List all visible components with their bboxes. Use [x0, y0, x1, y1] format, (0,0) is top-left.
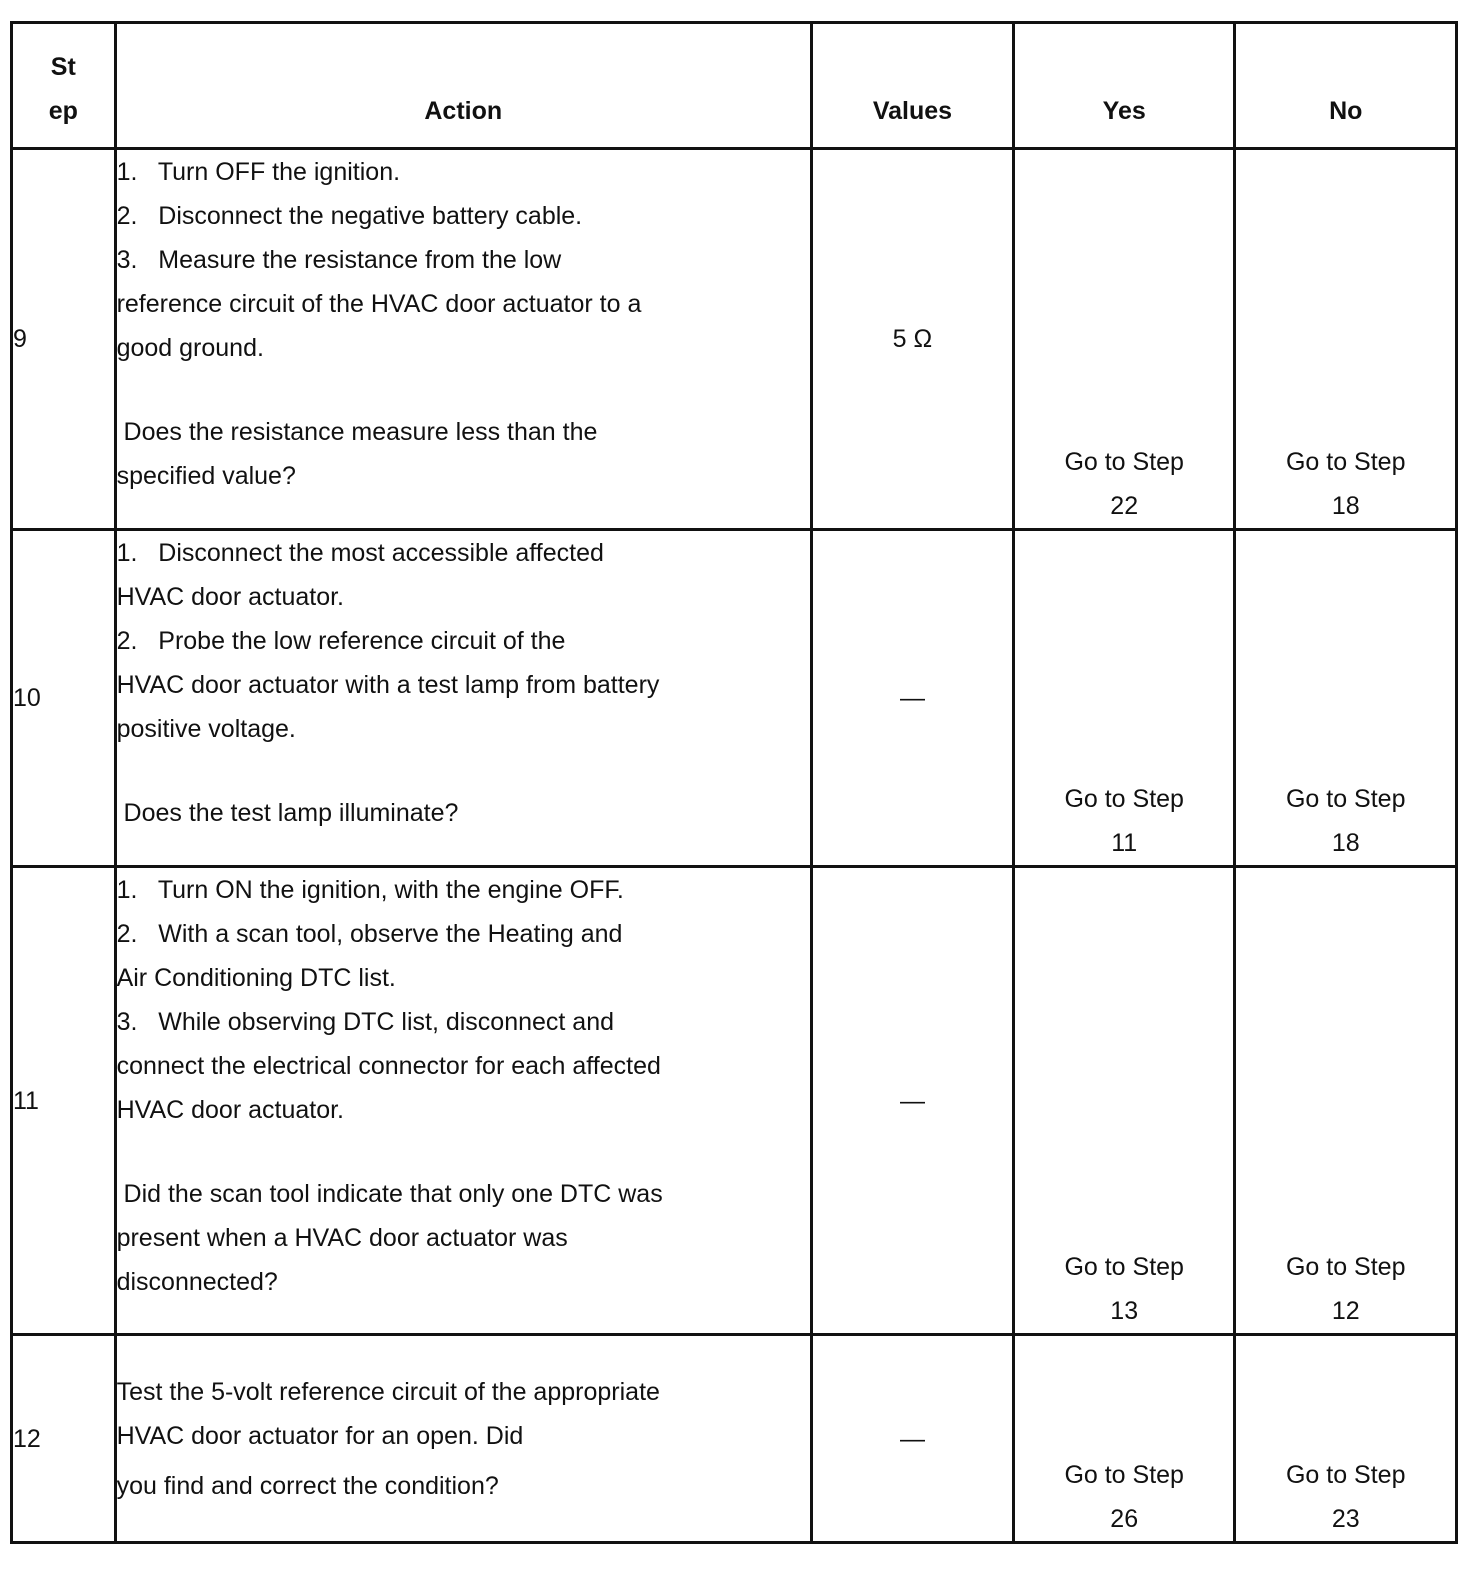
action-cell — [115, 867, 811, 1335]
header-yes: Yes — [1013, 23, 1235, 149]
diagnostic-table — [10, 21, 1458, 1544]
table-row — [12, 867, 1457, 1335]
value-cell: 5 Ω — [811, 149, 1013, 530]
action-question: present when a HVAC door actuator was — [116, 1224, 568, 1252]
action-question: Does the test lamp illuminate? — [116, 799, 459, 827]
action-question: disconnected? — [116, 1268, 278, 1296]
action-line: reference circuit of the HVAC door actuator to a — [116, 290, 642, 318]
header-row — [12, 23, 1457, 149]
action-line: 1. Turn ON the ignition, with the engine OFF. — [116, 876, 624, 904]
no-label: Go to Step — [1285, 1461, 1406, 1489]
action-line: good ground. — [116, 334, 264, 362]
action-line: 3. While observing DTC list, disconnect and — [116, 1008, 615, 1036]
action-question: Did the scan tool indicate that only one DTC was — [116, 1180, 663, 1208]
no-label: Go to Step — [1285, 448, 1406, 476]
header-step — [12, 23, 116, 149]
yes-cell — [1013, 1335, 1235, 1543]
no-cell — [1235, 530, 1457, 867]
table-row — [12, 530, 1457, 867]
yes-step: 26 — [1110, 1505, 1139, 1533]
no-cell — [1235, 1335, 1457, 1543]
step-number: 9 — [12, 149, 116, 530]
header-step-line1: St — [50, 53, 76, 81]
yes-label: Go to Step — [1064, 1461, 1184, 1489]
yes-step: 11 — [1111, 829, 1138, 857]
yes-label: Go to Step — [1064, 448, 1184, 476]
table-row — [12, 1335, 1457, 1543]
header-step-line2: ep — [48, 97, 78, 125]
header-no: No — [1235, 23, 1457, 149]
header-action: Action — [115, 23, 811, 149]
no-cell — [1235, 149, 1457, 530]
action-line: HVAC door actuator. — [116, 1096, 345, 1124]
action-line: HVAC door actuator with a test lamp from battery — [116, 671, 660, 699]
yes-cell — [1013, 149, 1235, 530]
action-line: HVAC door actuator. — [116, 583, 345, 611]
yes-step: 13 — [1110, 1297, 1139, 1325]
no-step: 23 — [1331, 1505, 1360, 1533]
action-line: 1. Turn OFF the ignition. — [116, 158, 401, 186]
no-step: 18 — [1331, 492, 1360, 520]
action-line: 2. Disconnect the negative battery cable. — [116, 202, 583, 230]
action-line: you find and correct the condition? — [116, 1471, 499, 1500]
step-number: 10 — [12, 530, 116, 867]
yes-label: Go to Step — [1064, 1253, 1184, 1281]
value-cell: — — [811, 1335, 1013, 1543]
step-number: 11 — [12, 867, 116, 1335]
action-line: Air Conditioning DTC list. — [116, 964, 396, 992]
step-number: 12 — [12, 1335, 116, 1543]
no-cell — [1235, 867, 1457, 1335]
yes-cell — [1013, 867, 1235, 1335]
action-question: specified value? — [116, 462, 296, 490]
action-question: Does the resistance measure less than the — [116, 418, 598, 446]
table-row — [12, 149, 1457, 530]
action-cell — [115, 530, 811, 867]
action-line: positive voltage. — [116, 715, 296, 743]
yes-cell — [1013, 530, 1235, 867]
action-line: Test the 5-volt reference circuit of the appropriate — [116, 1377, 660, 1406]
no-step: 12 — [1331, 1297, 1360, 1325]
no-step: 18 — [1331, 829, 1360, 857]
action-cell — [115, 1335, 811, 1543]
action-line: HVAC door actuator for an open. Did — [116, 1421, 524, 1450]
action-cell — [115, 149, 811, 530]
action-line: 2. Probe the low reference circuit of the — [116, 627, 566, 655]
no-label: Go to Step — [1285, 785, 1406, 813]
action-line: 3. Measure the resistance from the low — [116, 246, 562, 274]
header-values: Values — [811, 23, 1013, 149]
value-cell: — — [811, 530, 1013, 867]
action-line: 1. Disconnect the most accessible affected — [116, 539, 604, 567]
value-cell: — — [811, 867, 1013, 1335]
yes-step: 22 — [1110, 492, 1139, 520]
no-label: Go to Step — [1285, 1253, 1406, 1281]
yes-label: Go to Step — [1064, 785, 1184, 813]
action-line: connect the electrical connector for each affected — [116, 1052, 661, 1080]
action-line: 2. With a scan tool, observe the Heating and — [116, 920, 623, 948]
